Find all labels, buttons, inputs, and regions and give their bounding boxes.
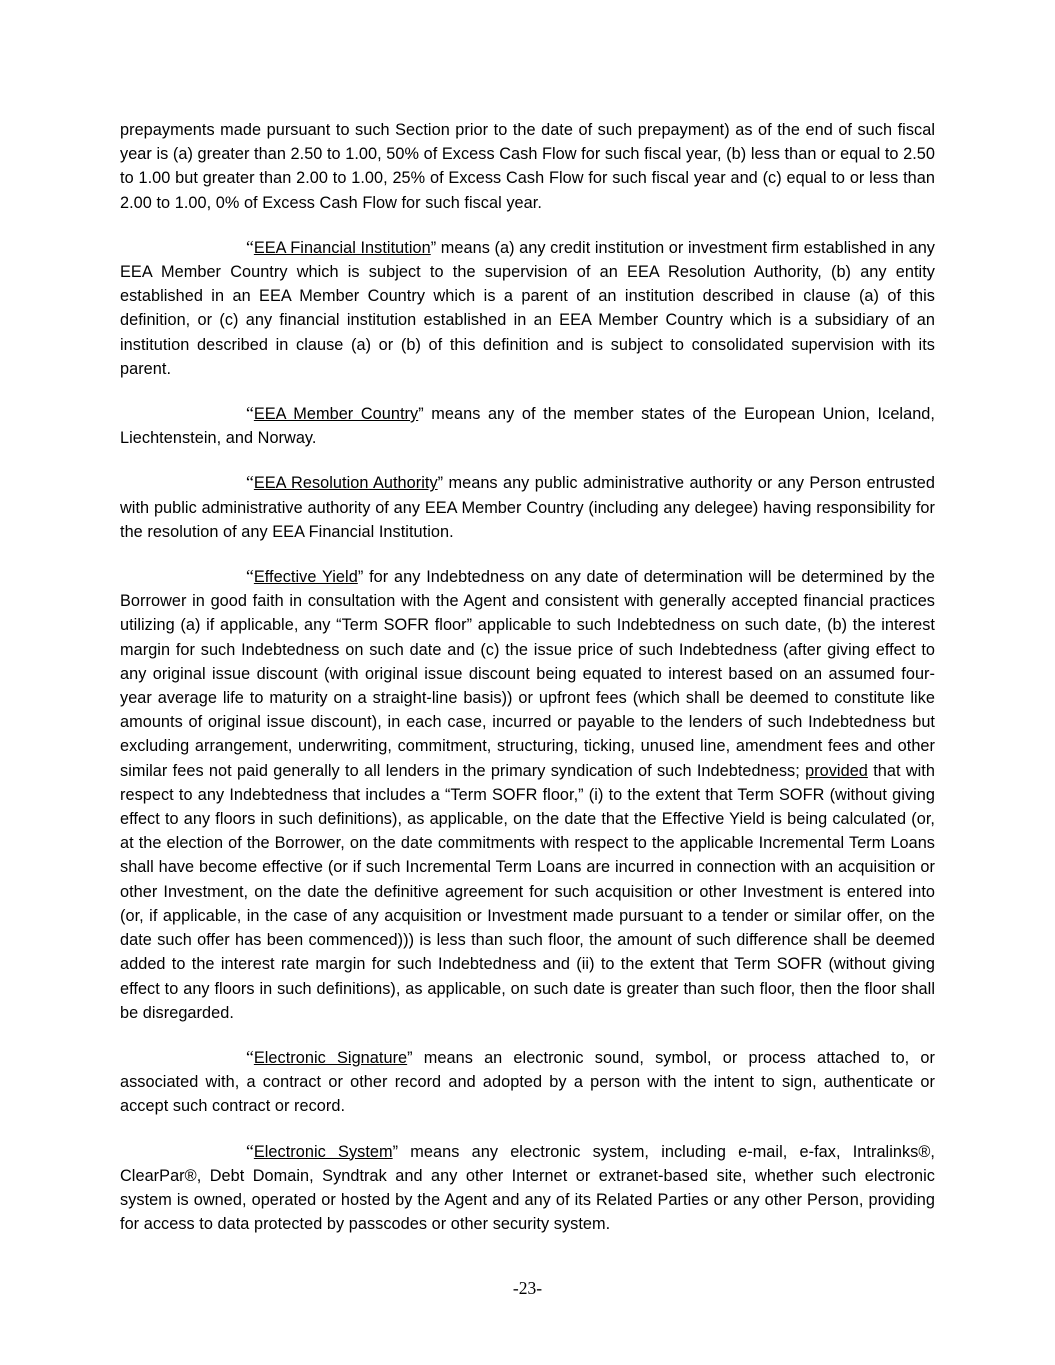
paragraph-text: ” means any of the member states of the European Union, Iceland, Liechtenstein, and Norway.	[120, 405, 935, 448]
paragraph-text: prepayments made pursuant to such Section prior to the date of such prepayment) as of the end of such fiscal year is (a) greater than 2.50 to 1.00, 50% of Excess Cash Flow for such fiscal year, (b) less than or equal to 2.50 to 1.00 but greater than 2.00 to 1.00, 25% of Excess Cash Flow for such fiscal year and (c) equal to or less than 2.00 to 1.00, 0% of Excess Cash Flow for such fiscal year.	[120, 121, 935, 212]
paragraph-text: ” means (a) any credit institution or investment firm established in any EEA Member Country which is subject to the supervision of an EEA Resolution Authority, (b) any entity established in an EEA Member Country which is a parent of an institution described in clause (a) of this definition, or (c) any financial institution established in an EEA Member Country which is a subsidiary of an institution described in clause (a) or (b) of this definition and is subject to consolidated supervision with its parent.	[120, 238, 935, 378]
paragraph-eea-financial-institution	[120, 235, 935, 381]
defined-term: EEA Member Country	[253, 405, 419, 424]
open-quote: “	[246, 1046, 254, 1067]
paragraph-effective-yield	[120, 564, 935, 1025]
paragraph-text: ” means any public administrative authority or any Person entrusted with public administrative authority of any EEA Member Country (including any delegee) having responsibility for the resolution of any EEA Financial Institution.	[120, 474, 935, 541]
document-body	[120, 118, 935, 1256]
open-quote: “	[246, 1140, 254, 1161]
paragraph-text-part-2: that with respect to any Indebtedness that includes a “Term SOFR floor,” (i) to the extent that Term SOFR (without giving effect to any floors in such definitions), as applicable, on the date that the Effective Yield is being calculated (or, at the election of the Borrower, on the date commitments with respect to the applicable Incremental Term Loans shall have become effective (or if such Incremental Term Loans are incurred in connection with an acquisition or other Investment, on the date the definitive agreement for such acquisition or other Investment is entered into (or, if applicable, in the case of any acquisition or Investment made pursuant to a tender or similar offer, on the date such offer has been commenced))) is less than such floor, the amount of such difference shall be deemed added to the interest rate margin for such Indebtedness and (ii) to the extent that Term SOFR (without giving effect to any floors in such definitions), as applicable, on such date is greater than such floor, then the floor shall be disregarded.	[120, 761, 935, 1022]
paragraph-text: ” means any electronic system, including e-mail, e-fax, Intralinks®, ClearPar®, Debt Domain, Syndtrak and any other Internet or extranet-based site, whether such electronic system is owned, operated or hosted by the Agent and any of its Related Parties or any other Person, providing for access to data protected by passcodes or other security system.	[120, 1142, 935, 1234]
defined-term: Electronic System	[253, 1142, 393, 1161]
defined-term: Effective Yield	[253, 568, 358, 587]
open-quote: “	[246, 566, 254, 587]
paragraph-eea-member-country	[120, 401, 935, 450]
paragraph-eea-resolution-authority	[120, 470, 935, 544]
open-quote: “	[246, 236, 254, 257]
paragraph-electronic-system	[120, 1139, 935, 1237]
defined-term: EEA Financial Institution	[253, 238, 431, 257]
page-number: -23-	[512, 1278, 543, 1298]
defined-term: EEA Resolution Authority	[253, 474, 438, 493]
paragraph-text-part-1: ” for any Indebtedness on any date of determination will be determined by the Borrower in good faith in consultation with the Agent and consistent with generally accepted financial practices utilizing (a) if applicable, any “Term SOFR floor” applicable to such Indebtedness on such date, (b) the interest margin for such Indebtedness on such date and (c) the issue price of such Indebtedness (after giving effect to any original issue discount (with original issue discount being equated to interest based on an assumed four-year average life to maturity on a straight-line basis)) or upfront fees (which shall be deemed to constitute like amounts of original issue discount), in each case, incurred or payable to the lenders of such Indebtedness but excluding arrangement, underwriting, commitment, structuring, ticking, unused line, amendment fees and other similar fees not paid generally to all lenders in the primary syndication of such Indebtedness;	[120, 568, 935, 780]
paragraph-electronic-signature	[120, 1045, 935, 1119]
defined-term: Electronic Signature	[253, 1048, 408, 1067]
open-quote: “	[246, 403, 254, 424]
paragraph-text: ” means an electronic sound, symbol, or process attached to, or associated with, a contract or other record and adopted by a person with the intent to sign, authenticate or accept such contract or record.	[120, 1048, 935, 1116]
open-quote: “	[246, 472, 254, 493]
provided-keyword: provided	[805, 761, 868, 780]
paragraph-prepayments	[120, 118, 935, 215]
